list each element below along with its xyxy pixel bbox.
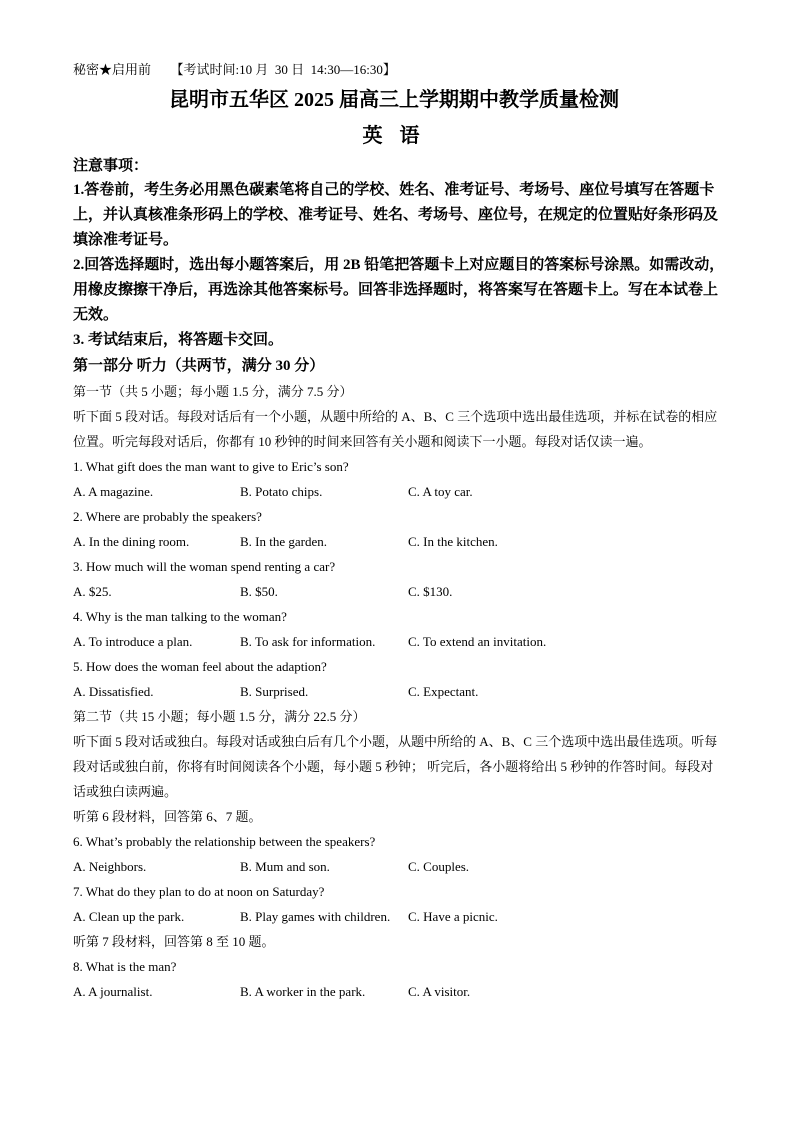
option-a: A. A journalist. — [73, 984, 153, 999]
subject-title: 英 语 — [362, 125, 426, 147]
page-title: 昆明市五华区 2025 届高三上学期期中教学质量检测 — [169, 89, 619, 111]
option-b: B. Potato chips. — [240, 484, 323, 499]
option-a: A. Dissatisfied. — [73, 684, 154, 699]
options-1 — [73, 479, 725, 504]
question-7: 7. What do they plan to do at noon on Saturday? — [73, 884, 325, 899]
option-c: C. Expectant. — [408, 684, 479, 699]
option-b: B. In the garden. — [240, 534, 328, 549]
notice-item-1: 1.答卷前，考生务必用黑色碳素笔将自己的学校、姓名、准考证号、考场号、座位号填写在答题卡上，并认真核准条形码上的学校、准考证号、姓名、考场号、座位号，在规定的位置贴好条形码及填涂准考证号。 — [73, 182, 719, 248]
options-3 — [73, 579, 725, 604]
question-block-2 — [73, 504, 725, 554]
option-b: B. A worker in the park. — [240, 984, 366, 999]
question-4: 4. Why is the man talking to the woman? — [73, 609, 287, 624]
question-2: 2. Where are probably the speakers? — [73, 509, 262, 524]
option-a: A. In the dining room. — [73, 534, 190, 549]
question-5: 5. How does the woman feel about the adaption? — [73, 659, 327, 674]
option-a: A. Neighbors. — [73, 859, 147, 874]
material-6-note: 听第 6 段材料，回答第 6、7 题。 — [73, 809, 262, 824]
option-c: C. To extend an invitation. — [408, 634, 547, 649]
options-7 — [73, 904, 725, 929]
option-a: A. $25. — [73, 584, 112, 599]
option-a: A. To introduce a plan. — [73, 634, 193, 649]
question-8: 8. What is the man? — [73, 959, 177, 974]
section1-instructions: 听下面 5 段对话。每段对话后有一个小题，从题中所给的 A、B、C 三个选项中选出最佳选项，并标在试卷的相应位置。听完每段对话后，你都有 10 秒钟的时间来回答有关小题和阅读下一小题。每段对话仅读一遍。 — [73, 409, 718, 449]
section1-heading: 第一节（共 5 小题；每小题 1.5 分，满分 7.5 分） — [73, 384, 353, 399]
option-c: C. In the kitchen. — [408, 534, 498, 549]
notice-item-2: 2.回答选择题时，选出每小题答案后，用 2B 铅笔把答题卡上对应题目的答案标号涂黑。如需改动，用橡皮擦擦干净后，再选涂其他答案标号。回答非选择题时，将答案写在答题卡上。写在本试卷上无效。 — [73, 257, 725, 323]
option-c: C. A toy car. — [408, 484, 473, 499]
question-6: 6. What’s probably the relationship between the speakers? — [73, 834, 376, 849]
options-2 — [73, 529, 725, 554]
option-a: A. Clean up the park. — [73, 909, 185, 924]
option-b: B. $50. — [240, 584, 278, 599]
material-7-note: 听第 7 段材料，回答第 8 至 10 题。 — [73, 934, 275, 949]
secret-label: 秘密★启用前 — [73, 62, 152, 77]
question-block-7 — [73, 879, 725, 929]
option-b: B. Mum and son. — [240, 859, 330, 874]
question-block-4 — [73, 604, 725, 654]
options-6 — [73, 854, 725, 879]
option-c: C. $130. — [408, 584, 453, 599]
question-1: 1. What gift does the man want to give to Eric’s son? — [73, 459, 349, 474]
part1-heading: 第一部分 听力（共两节，满分 30 分） — [73, 358, 325, 374]
exam-page — [73, 58, 725, 1004]
option-a: A. A magazine. — [73, 484, 154, 499]
option-c: C. Have a picnic. — [408, 909, 498, 924]
question-3: 3. How much will the woman spend renting a car? — [73, 559, 336, 574]
section2-instructions: 听下面 5 段对话或独白。每段对话或独白后有几个小题，从题中所给的 A、B、C 三个选项中选出最佳选项。听每段对话或独白前，你将有时间阅读各个小题，每小题 5 秒钟； 听完后，各小题将给出 5 秒钟的作答时间。每段对话或独白读两遍。 — [73, 734, 718, 799]
question-block-5 — [73, 654, 725, 704]
options-4 — [73, 629, 725, 654]
options-8 — [73, 979, 725, 1004]
options-5 — [73, 679, 725, 704]
question-block-6 — [73, 829, 725, 879]
question-block-8 — [73, 954, 725, 1004]
section2-heading: 第二节（共 15 小题；每小题 1.5 分，满分 22.5 分） — [73, 709, 366, 724]
option-b: B. To ask for information. — [240, 634, 376, 649]
option-b: B. Surprised. — [240, 684, 309, 699]
notice-heading: 注意事项： — [73, 158, 149, 174]
option-c: C. A visitor. — [408, 984, 471, 999]
notice-item-3: 3. 考试结束后，将答题卡交回。 — [73, 332, 284, 348]
question-block-1 — [73, 454, 725, 504]
question-block-3 — [73, 554, 725, 604]
exam-time: 【考试时间:10 月 30 日 14:30—16:30】 — [170, 62, 396, 77]
exam-header — [73, 58, 725, 82]
option-b: B. Play games with children. — [240, 909, 391, 924]
option-c: C. Couples. — [408, 859, 470, 874]
